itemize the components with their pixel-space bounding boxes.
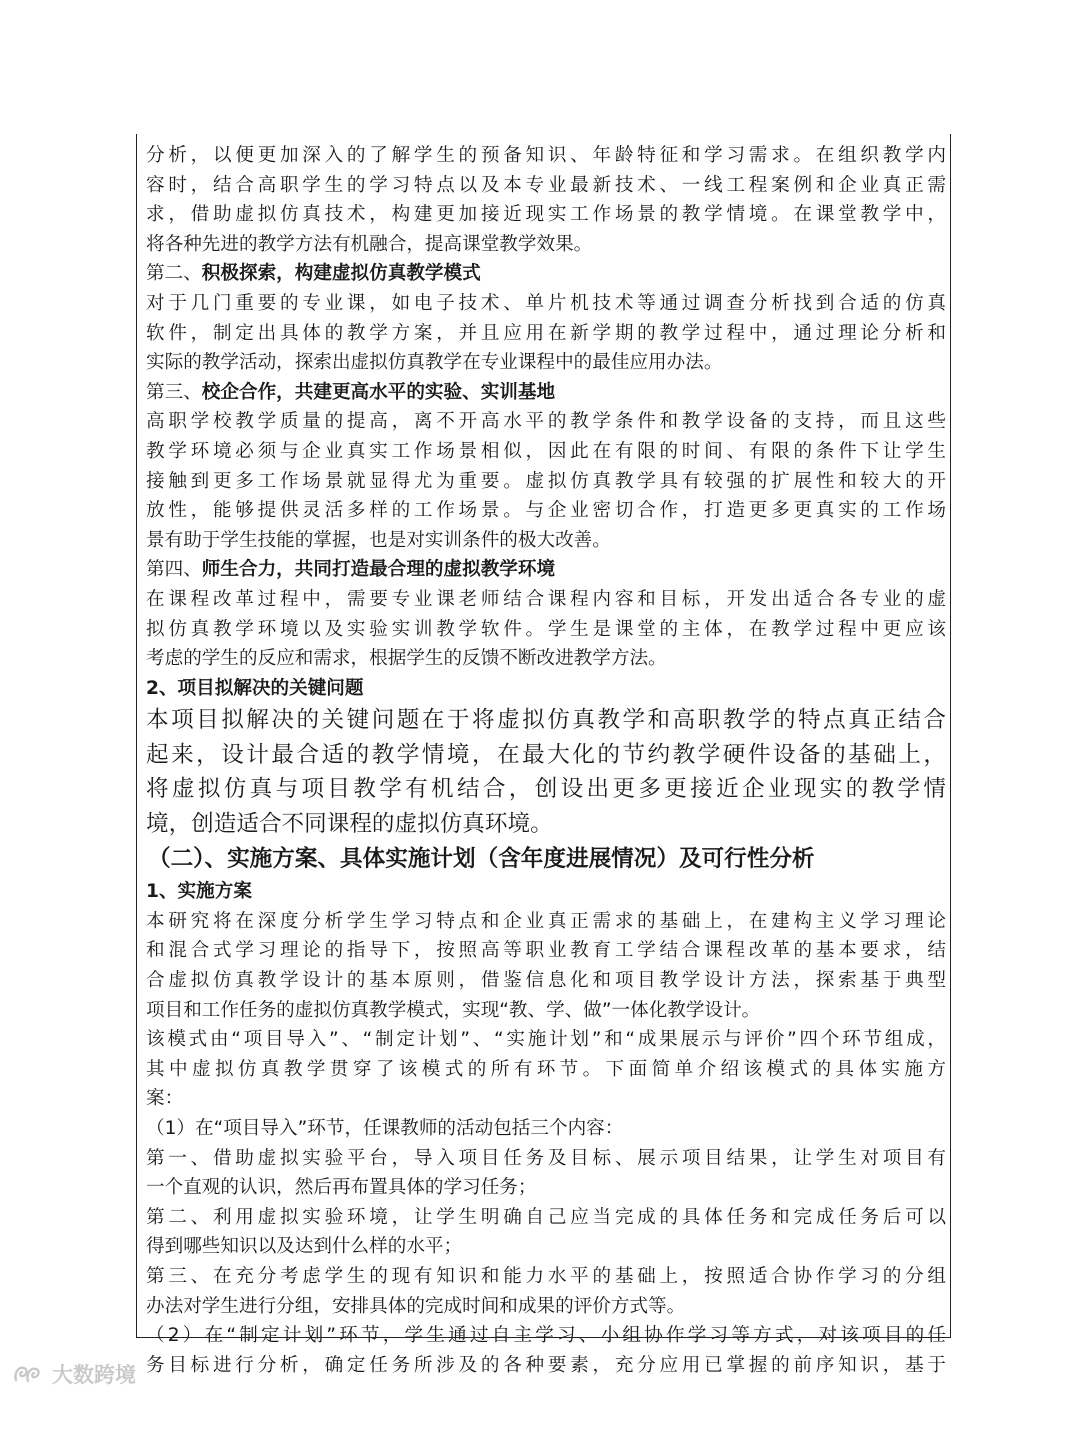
point-prefix: 第二、 — [146, 263, 202, 285]
text-line: 务目标进行分析，确定任务所涉及的各种要素，充分应用已掌握的前序知识，基于 — [146, 1354, 946, 1376]
point-title: 积极探索，构建虚拟仿真教学模式 — [201, 263, 481, 285]
text-line: 合虚拟仿真教学设计的基本原则，借鉴信息化和项目教学设计方法，探索基于典型 — [146, 970, 946, 992]
text-line: 得到哪些知识以及达到什么样的水平； — [146, 1236, 463, 1258]
text-line: 项目和工作任务的虚拟仿真教学模式，实现“教、学、做”一体化教学设计。 — [146, 999, 761, 1021]
emphasis-text-line: 将虚拟仿真与项目教学有机结合，创设出更多更接近企业现实的教学情 — [146, 776, 946, 803]
text-line: 第二、利用虚拟实验环境，让学生明确自己应当完成的具体任务和完成任务后可以 — [146, 1206, 946, 1228]
point-heading — [146, 378, 946, 408]
text-line: 将各种先进的教学方法有机融合，提高课堂教学效果。 — [146, 233, 593, 255]
text-line: 对于几门重要的专业课，如电子技术、单片机技术等通过调查分析找到合适的仿真 — [146, 292, 946, 314]
text-line: 景有助于学生技能的掌握，也是对实训条件的极大改善。 — [146, 529, 611, 551]
point-prefix: 第三、 — [146, 381, 202, 403]
document-body — [146, 141, 946, 1380]
text-line: （2）在“制定计划”环节，学生通过自主学习、小组协作学习等方式，对该项目的任 — [146, 1325, 946, 1347]
text-line: 接触到更多工作场景就显得尤为重要。虚拟仿真教学具有较强的扩展性和较大的开 — [146, 470, 946, 492]
subsection-heading: 1、实施方案 — [146, 881, 252, 903]
emphasis-text-line: 起来，设计最合适的教学情境，在最大化的节约教学硬件设备的基础上， — [146, 741, 946, 768]
point-prefix: 第四、 — [146, 559, 202, 581]
subsection-heading: 2、项目拟解决的关键问题 — [146, 677, 364, 699]
watermark-text: 大数跨境 — [52, 1363, 136, 1387]
text-line: 高职学校教学质量的提高，离不开高水平的教学条件和教学设备的支持，而且这些 — [146, 411, 946, 433]
text-line: 一个直观的认识，然后再布置具体的学习任务； — [146, 1177, 537, 1199]
text-line: 办法对学生进行分组，安排具体的完成时间和成果的评价方式等。 — [146, 1295, 686, 1317]
wechat-channel-icon — [12, 1362, 46, 1386]
text-line: 软件，制定出具体的教学方案，并且应用在新学期的教学过程中，通过理论分析和 — [146, 322, 946, 344]
text-line: 其中虚拟仿真教学贯穿了该模式的所有环节。下面简单介绍该模式的具体实施方 — [146, 1058, 946, 1080]
watermark — [12, 1357, 136, 1391]
point-heading — [146, 259, 946, 289]
text-line: 放性，能够提供灵活多样的工作场景。与企业密切合作，打造更多更真实的工作场 — [146, 500, 946, 522]
text-line: 求，借助虚拟仿真技术，构建更加接近现实工作场景的教学情境。在课堂教学中， — [146, 204, 946, 226]
section-heading: （二）、实施方案、具体实施计划（含年度进展情况）及可行性分析 — [148, 846, 815, 873]
text-line: 案： — [146, 1088, 184, 1110]
text-line: （1）在“项目导入”环节，任课教师的活动包括三个内容： — [146, 1118, 624, 1140]
text-line: 和混合式学习理论的指导下，按照高等职业教育工学结合课程改革的基本要求，结 — [146, 940, 946, 962]
text-line: 教学环境必须与企业真实工作场景相似，因此在有限的时间、有限的条件下让学生 — [146, 440, 946, 462]
emphasis-text-line: 境，创造适合不同课程的虚拟仿真环境。 — [146, 810, 553, 837]
point-title: 校企合作，共建更高水平的实验、实训基地 — [201, 381, 556, 403]
text-line: 实际的教学活动，探索出虚拟仿真教学在专业课程中的最佳应用办法。 — [146, 352, 723, 374]
point-heading — [146, 555, 946, 585]
text-line: 拟仿真教学环境以及实验实训教学软件。学生是课堂的主体，在教学过程中更应该 — [146, 618, 946, 640]
text-line: 容时，结合高职学生的学习特点以及本专业最新技术、一线工程案例和企业真正需 — [146, 174, 946, 196]
text-line: 第三、在充分考虑学生的现有知识和能力水平的基础上，按照适合协作学习的分组 — [146, 1266, 946, 1287]
emphasis-text-line: 本项目拟解决的关键问题在于将虚拟仿真教学和高职教学的特点真正结合 — [146, 707, 946, 734]
point-title: 师生合力，共同打造最合理的虚拟教学环境 — [201, 559, 556, 581]
text-line: 考虑的学生的反应和需求，根据学生的反馈不断改进教学方法。 — [146, 648, 667, 670]
text-line: 本研究将在深度分析学生学习特点和企业真正需求的基础上，在建构主义学习理论 — [146, 910, 946, 932]
text-line: 分析，以便更加深入的了解学生的预备知识、年龄特征和学习需求。在组织教学内 — [146, 145, 946, 166]
text-line: 第一、借助虚拟实验平台，导入项目任务及目标、展示项目结果，让学生对项目有 — [146, 1147, 946, 1169]
text-line: 该模式由“项目导入”、“制定计划”、“实施计划”和“成果展示与评价”四个环节组成， — [146, 1029, 946, 1051]
text-line: 在课程改革过程中，需要专业课老师结合课程内容和目标，开发出适合各专业的虚 — [146, 588, 946, 610]
